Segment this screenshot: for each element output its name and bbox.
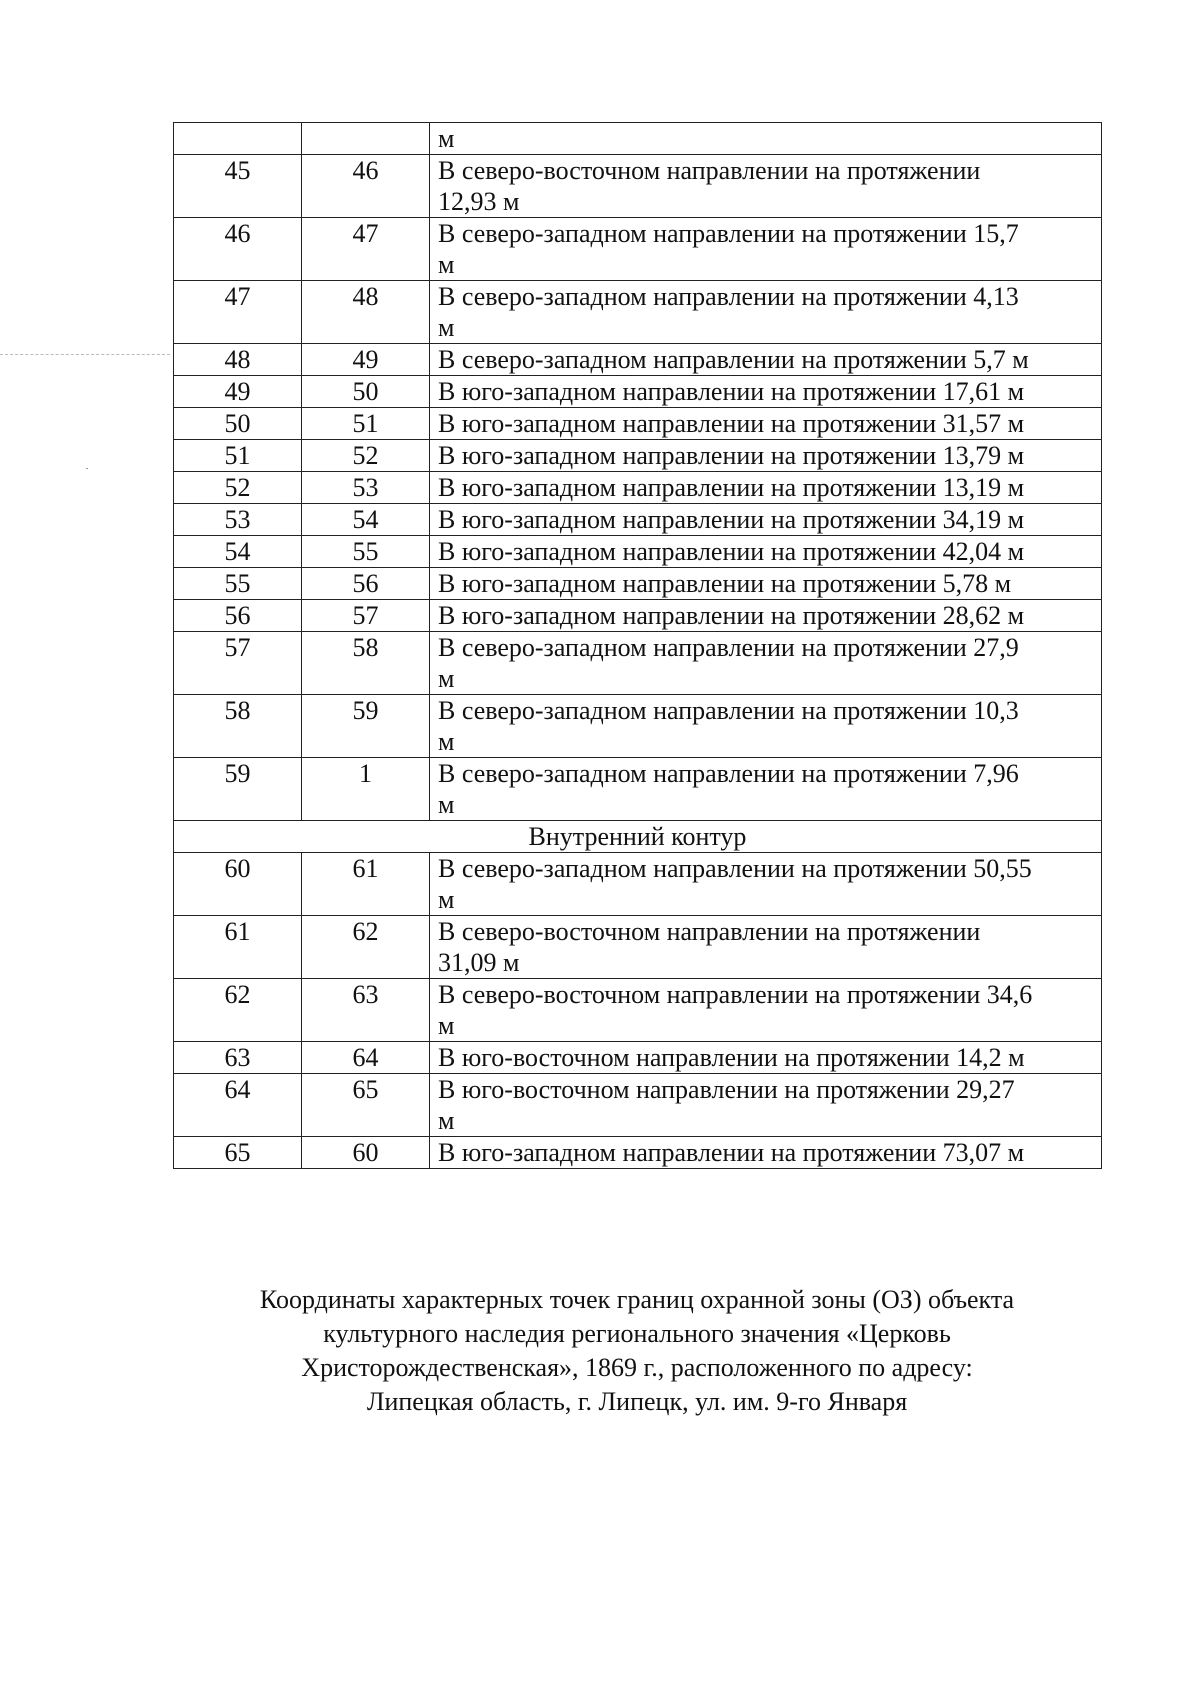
table-row bbox=[174, 853, 1102, 916]
segment-description-cell bbox=[430, 600, 1102, 632]
segment-description-cell bbox=[430, 440, 1102, 472]
to-point-cell: 58 bbox=[302, 632, 430, 695]
section-title: Внутренний контур bbox=[174, 821, 1102, 853]
description-line: В юго-восточном направлении на протяжении 14,2 м bbox=[438, 1043, 1025, 1072]
to-point-cell: 56 bbox=[302, 568, 430, 600]
from-point-cell: 60 bbox=[174, 853, 302, 916]
to-point-cell: 53 bbox=[302, 472, 430, 504]
table-row bbox=[174, 632, 1102, 695]
from-point-cell: 53 bbox=[174, 504, 302, 536]
description-line: В северо-восточном направлении на протяжении 34,6 bbox=[438, 980, 1033, 1009]
table-row bbox=[174, 408, 1102, 440]
segment-description-cell bbox=[430, 853, 1102, 916]
table-row bbox=[174, 1042, 1102, 1074]
segment-description-cell bbox=[430, 344, 1102, 376]
to-point-cell: 61 bbox=[302, 853, 430, 916]
segment-description-cell bbox=[430, 916, 1102, 979]
to-point-cell: 47 bbox=[302, 218, 430, 281]
segment-description-cell bbox=[430, 155, 1102, 218]
description-line: В юго-западном направлении на протяжении 13,79 м bbox=[438, 441, 1025, 470]
scan-artifact-dot bbox=[86, 468, 88, 469]
description-line: В северо-западном направлении на протяжении 10,3 bbox=[438, 696, 1019, 725]
table-row bbox=[174, 1074, 1102, 1137]
from-point-cell: 55 bbox=[174, 568, 302, 600]
from-point-cell: 49 bbox=[174, 376, 302, 408]
description-line: В юго-западном направлении на протяжении 73,07 м bbox=[438, 1138, 1025, 1167]
description-line: м bbox=[438, 664, 455, 693]
description-line: В северо-восточном направлении на протяжении bbox=[438, 917, 981, 946]
from-point-cell: 54 bbox=[174, 536, 302, 568]
table-row bbox=[174, 155, 1102, 218]
segment-description-cell bbox=[430, 504, 1102, 536]
description-line: м bbox=[438, 124, 455, 153]
from-point-cell: 62 bbox=[174, 979, 302, 1042]
segment-description-cell bbox=[430, 281, 1102, 344]
description-line: м bbox=[438, 250, 455, 279]
from-point-cell: 46 bbox=[174, 218, 302, 281]
description-line: м bbox=[438, 727, 455, 756]
table-section-row bbox=[174, 821, 1102, 853]
segment-description-cell bbox=[430, 632, 1102, 695]
from-point-cell: 59 bbox=[174, 758, 302, 821]
segment-description-cell bbox=[430, 123, 1102, 155]
segment-description-cell bbox=[430, 408, 1102, 440]
description-line: м bbox=[438, 885, 455, 914]
description-line: В юго-западном направлении на протяжении 34,19 м bbox=[438, 505, 1025, 534]
from-point-cell: 45 bbox=[174, 155, 302, 218]
description-line: В юго-западном направлении на протяжении 13,19 м bbox=[438, 473, 1025, 502]
description-line: В юго-западном направлении на протяжении 17,61 м bbox=[438, 377, 1025, 406]
to-point-cell: 65 bbox=[302, 1074, 430, 1137]
table-row bbox=[174, 472, 1102, 504]
description-line: м bbox=[438, 1106, 455, 1135]
description-line: м bbox=[438, 313, 455, 342]
from-point-cell: 50 bbox=[174, 408, 302, 440]
description-line: В северо-западном направлении на протяжении 50,55 bbox=[438, 854, 1032, 883]
description-line: В северо-западном направлении на протяжении 5,7 м bbox=[438, 345, 1029, 374]
description-line: В северо-восточном направлении на протяжении bbox=[438, 156, 981, 185]
description-line: В северо-западном направлении на протяжении 7,96 bbox=[438, 759, 1019, 788]
table-row bbox=[174, 504, 1102, 536]
segment-description-cell bbox=[430, 979, 1102, 1042]
zone-coordinates-caption bbox=[173, 1283, 1101, 1419]
to-point-cell: 1 bbox=[302, 758, 430, 821]
caption-line: Христорождественская», 1869 г., расположенного по адресу: bbox=[301, 1353, 973, 1382]
boundary-segments-table bbox=[173, 122, 1102, 1169]
from-point-cell: 61 bbox=[174, 916, 302, 979]
table-row bbox=[174, 979, 1102, 1042]
table-row bbox=[174, 916, 1102, 979]
description-line: м bbox=[438, 1011, 455, 1040]
from-point-cell: 57 bbox=[174, 632, 302, 695]
description-line: В юго-западном направлении на протяжении 31,57 м bbox=[438, 409, 1025, 438]
description-line: В юго-западном направлении на протяжении 5,78 м bbox=[438, 569, 1012, 598]
table-row bbox=[174, 600, 1102, 632]
to-point-cell: 64 bbox=[302, 1042, 430, 1074]
table-row bbox=[174, 1137, 1102, 1169]
to-point-cell: 55 bbox=[302, 536, 430, 568]
from-point-cell: 52 bbox=[174, 472, 302, 504]
segment-description-cell bbox=[430, 1137, 1102, 1169]
to-point-cell: 59 bbox=[302, 695, 430, 758]
segment-description-cell bbox=[430, 1042, 1102, 1074]
caption-line: Липецкая область, г. Липецк, ул. им. 9-го Января bbox=[366, 1387, 908, 1416]
description-line: м bbox=[438, 790, 455, 819]
description-line: В юго-восточном направлении на протяжении 29,27 bbox=[438, 1075, 1015, 1104]
caption-line: культурного наследия регионального значения «Церковь bbox=[323, 1319, 951, 1348]
segment-description-cell bbox=[430, 1074, 1102, 1137]
description-line: 31,09 м bbox=[438, 948, 520, 977]
table-row bbox=[174, 695, 1102, 758]
description-line: В северо-западном направлении на протяжении 27,9 bbox=[438, 633, 1019, 662]
segment-description-cell bbox=[430, 472, 1102, 504]
segment-description-cell bbox=[430, 695, 1102, 758]
segment-description-cell bbox=[430, 536, 1102, 568]
to-point-cell: 57 bbox=[302, 600, 430, 632]
from-point-cell: 63 bbox=[174, 1042, 302, 1074]
table-row bbox=[174, 281, 1102, 344]
to-point-cell: 52 bbox=[302, 440, 430, 472]
from-point-cell: 56 bbox=[174, 600, 302, 632]
table-body bbox=[174, 123, 1102, 1169]
description-line: В юго-западном направлении на протяжении 28,62 м bbox=[438, 601, 1025, 630]
segment-description-cell bbox=[430, 758, 1102, 821]
scan-artifact-line bbox=[0, 354, 170, 355]
segment-description-cell bbox=[430, 218, 1102, 281]
from-point-cell: 47 bbox=[174, 281, 302, 344]
to-point-cell: 48 bbox=[302, 281, 430, 344]
table-row bbox=[174, 376, 1102, 408]
from-point-cell: 51 bbox=[174, 440, 302, 472]
table-row bbox=[174, 758, 1102, 821]
table-row bbox=[174, 568, 1102, 600]
description-line: 12,93 м bbox=[438, 187, 520, 216]
to-point-cell: 50 bbox=[302, 376, 430, 408]
description-line: В северо-западном направлении на протяжении 4,13 bbox=[438, 282, 1019, 311]
from-point-cell bbox=[174, 123, 302, 155]
to-point-cell: 49 bbox=[302, 344, 430, 376]
segment-description-cell bbox=[430, 568, 1102, 600]
table-row bbox=[174, 536, 1102, 568]
table-row bbox=[174, 440, 1102, 472]
table-row bbox=[174, 344, 1102, 376]
caption-line: Координаты характерных точек границ охранной зоны (ОЗ) объекта bbox=[259, 1285, 1015, 1314]
table-row bbox=[174, 218, 1102, 281]
to-point-cell: 60 bbox=[302, 1137, 430, 1169]
from-point-cell: 65 bbox=[174, 1137, 302, 1169]
description-line: В юго-западном направлении на протяжении 42,04 м bbox=[438, 537, 1025, 566]
from-point-cell: 64 bbox=[174, 1074, 302, 1137]
to-point-cell: 46 bbox=[302, 155, 430, 218]
from-point-cell: 48 bbox=[174, 344, 302, 376]
to-point-cell: 62 bbox=[302, 916, 430, 979]
to-point-cell: 51 bbox=[302, 408, 430, 440]
description-line: В северо-западном направлении на протяжении 15,7 bbox=[438, 219, 1019, 248]
segment-description-cell bbox=[430, 376, 1102, 408]
table-row bbox=[174, 123, 1102, 155]
to-point-cell bbox=[302, 123, 430, 155]
to-point-cell: 63 bbox=[302, 979, 430, 1042]
from-point-cell: 58 bbox=[174, 695, 302, 758]
to-point-cell: 54 bbox=[302, 504, 430, 536]
